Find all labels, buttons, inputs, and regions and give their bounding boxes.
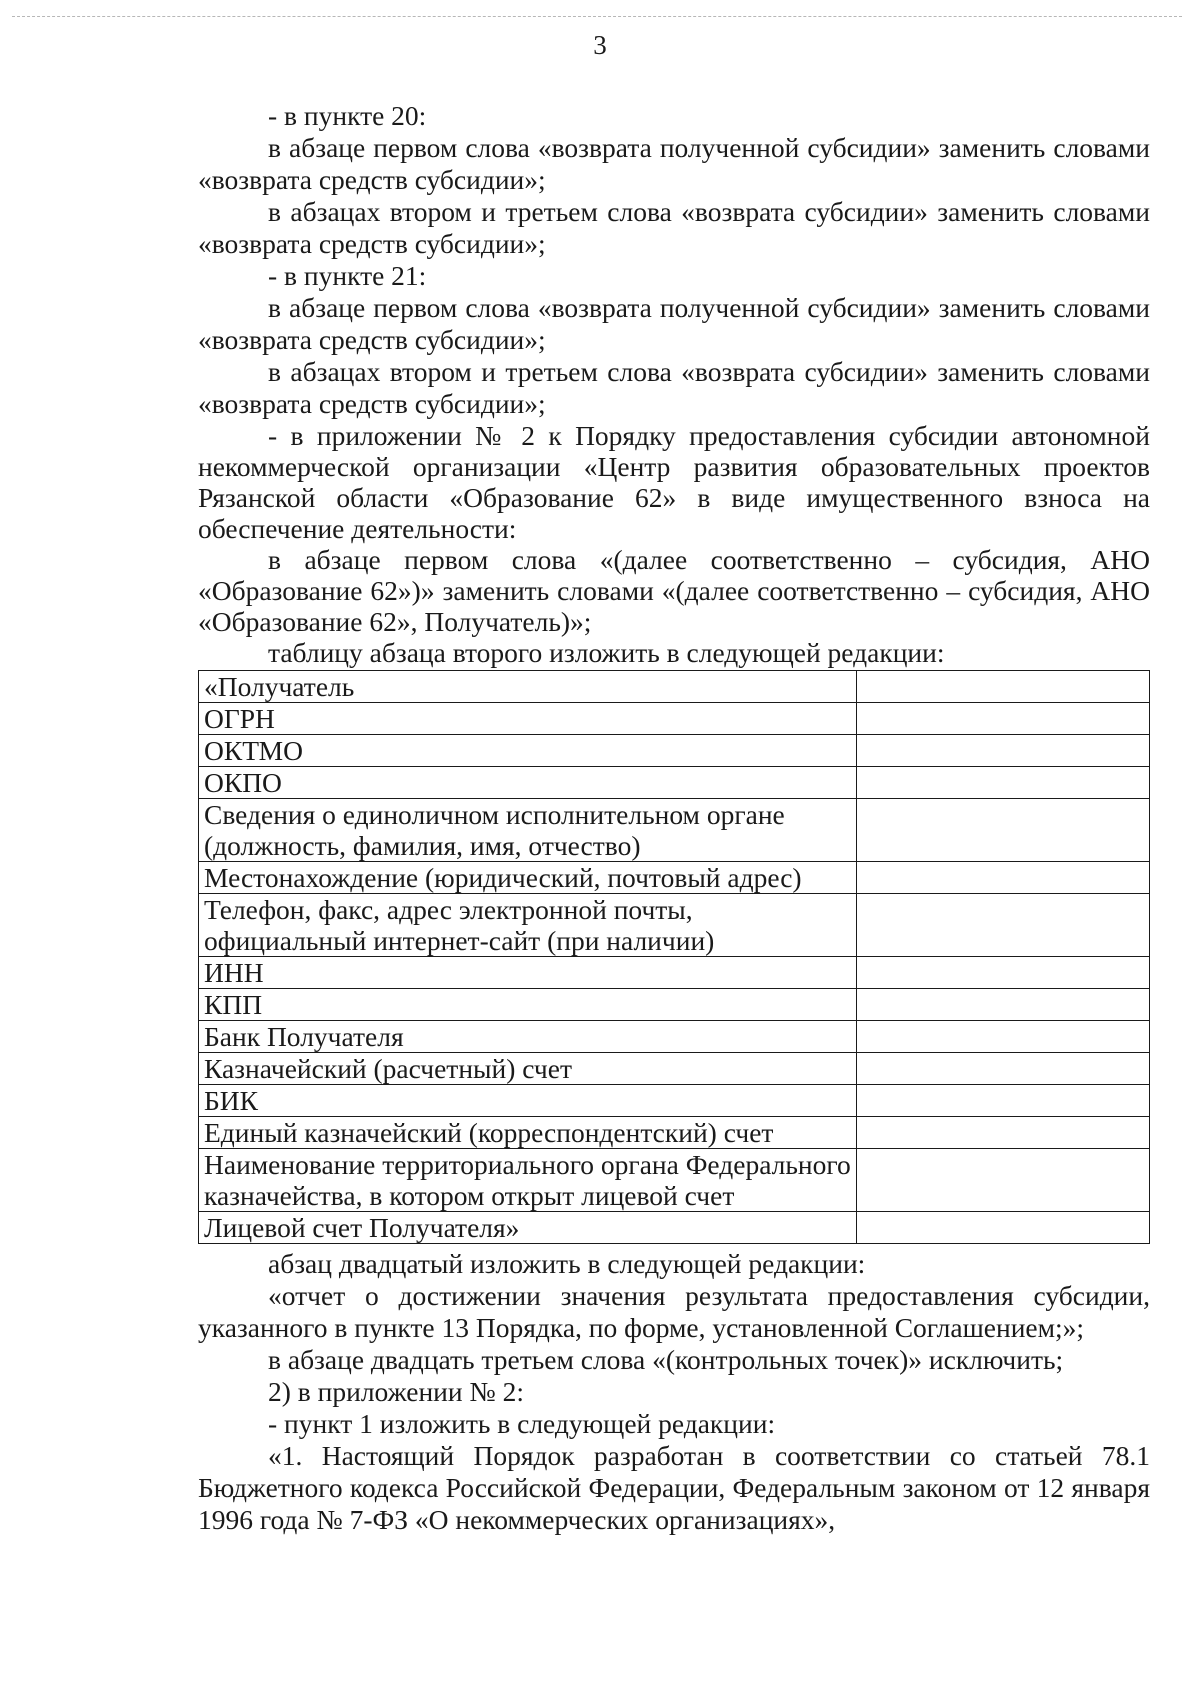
table-row-label: ОГРН xyxy=(199,703,857,735)
table-row xyxy=(199,671,1150,703)
table-row-value xyxy=(857,862,1150,894)
table-row xyxy=(199,799,1150,862)
paragraph-twenty-third-abstract: в абзаце двадцать третьем слова «(контрольных точек)» исключить; xyxy=(268,1344,1064,1375)
table-row xyxy=(199,1085,1150,1117)
table-row-label: ИНН xyxy=(199,957,857,989)
table-row xyxy=(199,1149,1150,1212)
paragraph-item-1-intro: - пункт 1 изложить в следующей редакции: xyxy=(268,1408,776,1439)
table-row-label: ОКПО xyxy=(199,767,857,799)
paragraph-table-intro: таблицу абзаца второго изложить в следующей редакции: xyxy=(268,637,945,668)
table-row xyxy=(199,862,1150,894)
table-row-label: Сведения о единоличном исполнительном органе (должность, фамилия, имя, отчество) xyxy=(199,799,857,862)
table-row-value xyxy=(857,1212,1150,1244)
table-row-value xyxy=(857,989,1150,1021)
paragraph-item-21-second-third: в абзацах втором и третьем слова «возврата субсидии» заменить словами «возврата средств субсидии»; xyxy=(198,356,1150,419)
table-row-value xyxy=(857,1053,1150,1085)
paragraph-appendix-2-item: 2) в приложении № 2: xyxy=(268,1376,524,1407)
table-row-value xyxy=(857,1085,1150,1117)
scan-edge-line xyxy=(12,16,1182,17)
table-row-label: БИК xyxy=(199,1085,857,1117)
table-row-label: Казначейский (расчетный) счет xyxy=(199,1053,857,1085)
table-row xyxy=(199,767,1150,799)
table-row-value xyxy=(857,957,1150,989)
paragraph-report-text: «отчет о достижении значения результата предоставления субсидии, указанного в пункте 13 Порядка, по форме, установленной Соглашением;»; xyxy=(198,1280,1150,1343)
table-row xyxy=(199,735,1150,767)
recipient-details-table xyxy=(198,670,1150,1244)
table-row-label: Телефон, факс, адрес электронной почты, официальный интернет-сайт (при наличии) xyxy=(199,894,857,957)
table-row-label: «Получатель xyxy=(199,671,857,703)
paragraph-item-20-second-third: в абзацах втором и третьем слова «возврата субсидии» заменить словами «возврата средств субсидии»; xyxy=(198,196,1150,259)
table-row xyxy=(199,989,1150,1021)
table-row-value xyxy=(857,671,1150,703)
page-number: 3 xyxy=(593,30,607,60)
table-row-label: Единый казначейский (корреспондентский) счет xyxy=(199,1117,857,1149)
paragraph-item-20-first: в абзаце первом слова «возврата полученной субсидии» заменить словами «возврата средств субсидии»; xyxy=(198,132,1150,195)
table-row xyxy=(199,1212,1150,1244)
table-row-label: Лицевой счет Получателя» xyxy=(199,1212,857,1244)
table-row xyxy=(199,1053,1150,1085)
paragraph-first-abstract: в абзаце первом слова «(далее соответственно – субсидия, АНО «Образование 62»)» заменить словами «(далее соответственно – субсидия, АНО «Образование 62», Получатель)»; xyxy=(198,544,1150,637)
table-row-value xyxy=(857,735,1150,767)
paragraph-item-1-text: «1. Настоящий Порядок разработан в соответствии со статьей 78.1 Бюджетного кодекса Российской Федерации, Федеральным законом от 12 января 1996 года № 7-ФЗ «О некоммерческих организациях», xyxy=(198,1440,1150,1535)
table-row-label: КПП xyxy=(199,989,857,1021)
table-row xyxy=(199,703,1150,735)
table-row-label: Банк Получателя xyxy=(199,1021,857,1053)
table-row-value xyxy=(857,894,1150,957)
table-row-value xyxy=(857,703,1150,735)
table-row xyxy=(199,894,1150,957)
paragraph-item-21: - в пункте 21: xyxy=(268,260,427,291)
table-row xyxy=(199,1021,1150,1053)
table-row-label: ОКТМО xyxy=(199,735,857,767)
table-row-value xyxy=(857,799,1150,862)
table-row xyxy=(199,957,1150,989)
paragraph-item-21-first: в абзаце первом слова «возврата полученной субсидии» заменить словами «возврата средств субсидии»; xyxy=(198,292,1150,355)
table-row-label: Наименование территориального органа Федерального казначейства, в котором открыт лицевой счет xyxy=(199,1149,857,1212)
paragraph-twentieth-abstract: абзац двадцатый изложить в следующей редакции: xyxy=(268,1248,866,1279)
table-row-label: Местонахождение (юридический, почтовый адрес) xyxy=(199,862,857,894)
table-row-value xyxy=(857,1021,1150,1053)
paragraph-appendix-2: - в приложении № 2 к Порядку предоставления субсидии автономной некоммерческой организации «Центр развития образовательных проектов Рязанской области «Образование 62» в виде имущественного взноса на обеспечение деятельности: xyxy=(198,420,1150,544)
table-row-value xyxy=(857,767,1150,799)
table-row-value xyxy=(857,1117,1150,1149)
table-row-value xyxy=(857,1149,1150,1212)
document-body xyxy=(198,100,1150,1536)
paragraph-item-20: - в пункте 20: xyxy=(268,100,427,131)
table-row xyxy=(199,1117,1150,1149)
